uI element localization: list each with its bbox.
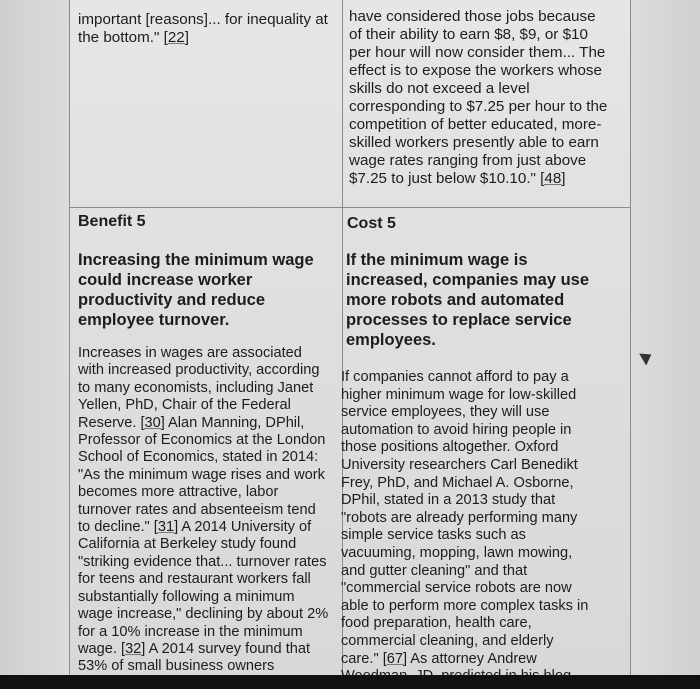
table-border-left — [69, 0, 70, 675]
top-left-text: important [reasons]... for inequality at the bottom." — [78, 11, 328, 46]
benefit-body-text-1: Increases in wages are associated with increased productivity, according to many economists, including Janet Yellen, PhD, Chair of the Federal Reserve. — [78, 345, 320, 431]
cost-title: If the minimum wage is increased, companies may use more robots and automated processes to replace service employees. — [346, 251, 590, 349]
reference-link-67[interactable]: [67] — [382, 650, 408, 667]
screen-bottom-edge — [0, 675, 700, 689]
top-right-text: have considered those jobs because of their ability to earn $8, $9, or $10 per hour will now consider them... The effect is to expose the workers whose skills do not exceed a level corresponding to $7.25 per hour to the competition of better educated, more- skilled workers presently able to earn wage rates ranging from just above $7.25 to just below $10.10." — [349, 8, 608, 187]
cost-body — [341, 369, 629, 686]
benefit-body-text-3: A 2014 University of California at Berkeley study found "striking evidence that... turnover rates for teens and restaurant workers fall substantially following a minimum wage increase," declining by about 2% for a 10% increase in the minimum wage. — [78, 519, 329, 657]
left-margin — [0, 0, 70, 675]
cost-body-text-2: As attorney Andrew — [410, 650, 537, 667]
table-border-right — [630, 0, 631, 675]
reference-link-31[interactable]: [31] — [153, 519, 179, 536]
benefit-heading: Benefit 5 — [78, 213, 146, 230]
benefit-title: Increasing the minimum wage could increase worker productivity and reduce employee turnover. — [78, 251, 314, 329]
right-margin — [631, 0, 700, 675]
table-row-divider — [69, 207, 631, 208]
top-right-cell — [349, 8, 629, 188]
benefit-body — [78, 345, 340, 676]
benefit-body-text-4: A 2014 survey found that 53% of small business owners — [78, 640, 311, 675]
cost-heading: Cost 5 — [347, 215, 396, 232]
reference-link-22[interactable]: [22] — [163, 29, 189, 46]
reference-link-48[interactable]: [48] — [540, 170, 566, 187]
reference-link-32[interactable]: [32] — [121, 640, 146, 657]
top-left-cell — [78, 11, 340, 47]
benefit-body-text-2: Alan Manning, DPhil, Professor of Economics at the London School of Economics, stated in 2014: "As the minimum wage rises and work becomes more attractive, labor turnover rates and absenteeism tend to decline." — [78, 414, 326, 536]
reference-link-30[interactable]: [30] — [140, 414, 165, 431]
cost-body-text-1: If companies cannot afford to pay a higher minimum wage for low-skilled service employees, they will use automation to avoid hiring people in those positions altogether. Oxford University researchers Carl Benedikt Frey, PhD, and Michael A. Osborne, DPhil, stated in a 2013 study that "robots are already performing many simple service tasks such as vacuuming, mopping, lawn mowing, and gutter cleaning" and that "commercial service robots are now able to perform more complex tasks in food preparation, health care, commercial cleaning, and elderly care." — [341, 369, 589, 667]
